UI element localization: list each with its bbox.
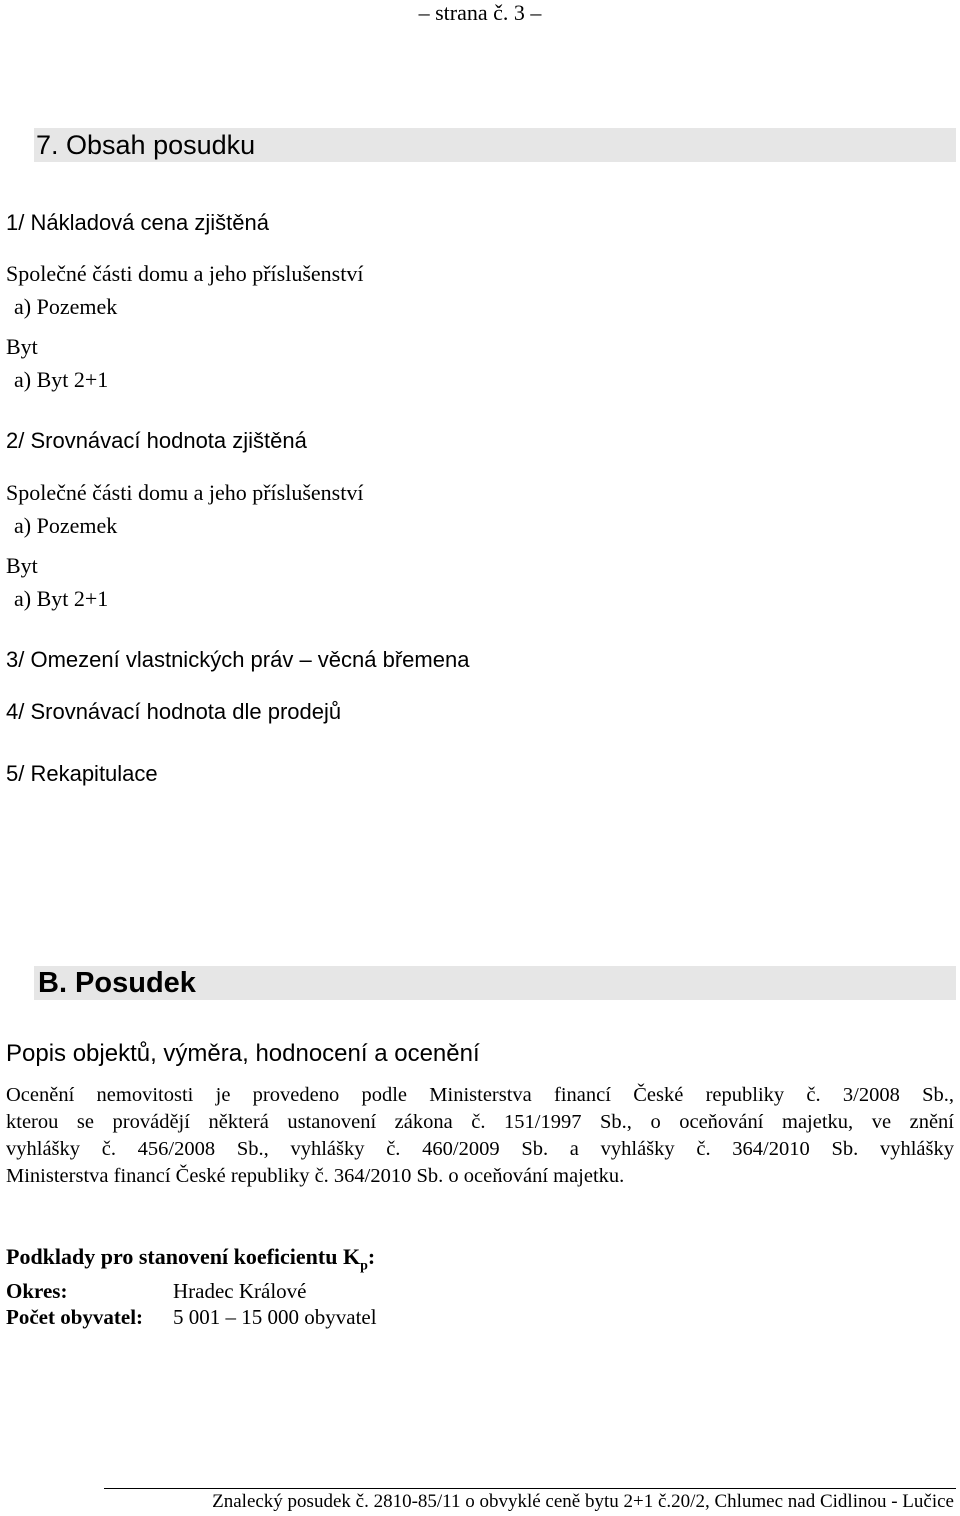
population-value: 5 001 – 15 000 obyvatel bbox=[173, 1305, 377, 1329]
item-1-byt-unit: a) Byt 2+1 bbox=[14, 367, 109, 392]
item-3-heading: 3/ Omezení vlastnických práv – věcná břemena bbox=[6, 647, 470, 672]
footer-text: Znalecký posudek č. 2810-85/11 o obvyklé ceně bytu 2+1 č.20/2, Chlumec nad Cidlinou - Lučice bbox=[212, 1491, 954, 1512]
page-number: – strana č. 3 – bbox=[418, 0, 542, 25]
item-2-common-parts: Společné části domu a jeho příslušenství bbox=[6, 480, 364, 505]
item-5-heading: 5/ Rekapitulace bbox=[6, 761, 158, 786]
item-2-heading: 2/ Srovnávací hodnota zjištěná bbox=[6, 428, 307, 453]
item-1-byt: Byt bbox=[6, 334, 38, 359]
okres-value: Hradec Králové bbox=[173, 1279, 307, 1303]
kp-heading bbox=[6, 1243, 375, 1280]
section-7-title: 7. Obsah posudku bbox=[36, 130, 256, 160]
okres-label: Okres: bbox=[6, 1279, 68, 1303]
kp-subscript: p bbox=[360, 1258, 368, 1274]
paragraph-line: vyhlášky č. 456/2008 Sb., vyhlášky č. 460/2009 Sb. a vyhlášky č. 364/2010 Sb. vyhlášky bbox=[6, 1138, 954, 1160]
section-b-subtitle: Popis objektů, výměra, hodnocení a ocenění bbox=[6, 1040, 480, 1067]
item-2-land: a) Pozemek bbox=[14, 513, 118, 538]
item-4-heading: 4/ Srovnávací hodnota dle prodejů bbox=[6, 699, 342, 724]
kp-heading-text: Podklady pro stanovení koeficientu K bbox=[6, 1244, 361, 1269]
item-1-common-parts: Společné části domu a jeho příslušenství bbox=[6, 261, 364, 286]
section-b-title: B. Posudek bbox=[38, 967, 196, 999]
item-1-heading: 1/ Nákladová cena zjištěná bbox=[6, 210, 269, 235]
paragraph-line: kterou se provádějí některá ustanovení zákona č. 151/1997 Sb., o oceňování majetku, ve znění bbox=[6, 1111, 954, 1133]
item-2-byt-unit: a) Byt 2+1 bbox=[14, 586, 109, 611]
item-1-land: a) Pozemek bbox=[14, 294, 118, 319]
paragraph-line: Ocenění nemovitosti je provedeno podle Ministerstva financí České republiky č. 3/2008 Sb., bbox=[6, 1084, 954, 1106]
population-label: Počet obyvatel: bbox=[6, 1305, 144, 1329]
valuation-paragraph bbox=[6, 1082, 954, 1190]
kp-colon: : bbox=[367, 1244, 376, 1269]
footer-rule bbox=[104, 1488, 956, 1489]
paragraph-line: Ministerstva financí České republiky č. 364/2010 Sb. o oceňování majetku. bbox=[6, 1165, 625, 1187]
item-2-byt: Byt bbox=[6, 553, 38, 578]
